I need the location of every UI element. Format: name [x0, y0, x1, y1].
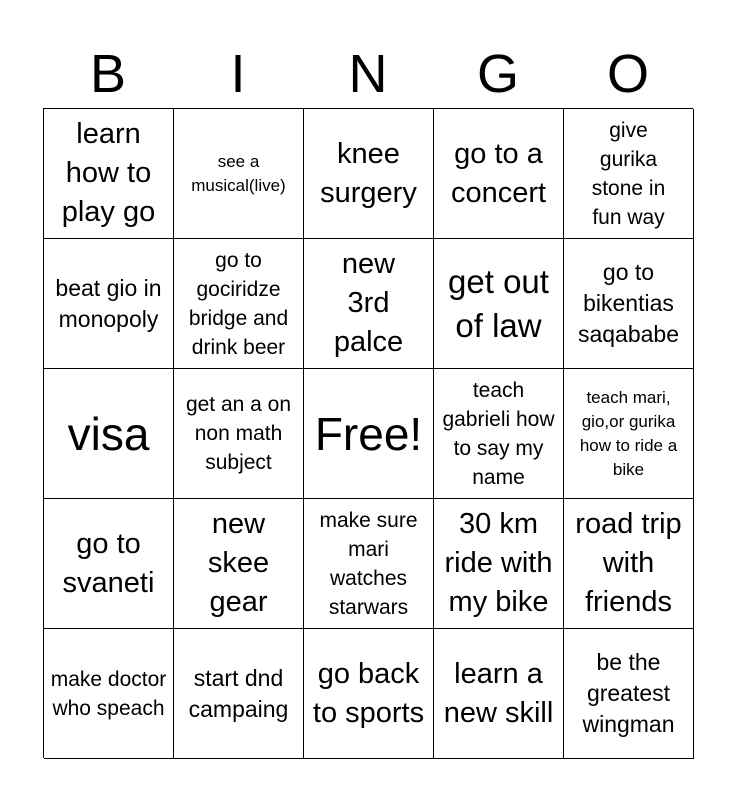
cell-text: be the greatest wingman [582, 649, 675, 737]
cell-text: new skee gear [207, 508, 270, 618]
bingo-cell[interactable] [564, 499, 694, 629]
bingo-cell[interactable] [174, 629, 304, 759]
bingo-cell[interactable] [304, 499, 434, 629]
cell-text: see a musical(live) [191, 151, 286, 195]
bingo-cell[interactable] [304, 109, 434, 239]
cell-text: go to a concert [450, 137, 547, 209]
free-space[interactable] [304, 369, 434, 499]
cell-text: make sure mari watches starwars [319, 508, 418, 619]
bingo-cell[interactable] [174, 369, 304, 499]
header-letter-g: G [476, 44, 519, 104]
cell-text: go to gociridze bridge and drink beer [188, 248, 289, 359]
bingo-cell[interactable] [304, 239, 434, 369]
cell-text: road trip with friends [575, 508, 682, 618]
cell-text: 30 km ride with my bike [444, 508, 553, 618]
header-letter-n: N [348, 44, 388, 104]
cell-text: teach mari, gio,or gurika how to ride a bike [579, 387, 678, 479]
bingo-cell[interactable] [44, 239, 174, 369]
bingo-cell[interactable] [44, 109, 174, 239]
bingo-header [43, 40, 693, 108]
bingo-cell[interactable] [44, 369, 174, 499]
cell-text: learn a new skill [443, 657, 554, 729]
bingo-cell[interactable] [434, 239, 564, 369]
bingo-cell[interactable] [174, 239, 304, 369]
cell-text: go back to sports [312, 657, 425, 729]
bingo-cell[interactable] [564, 369, 694, 499]
cell-text: make doctor who speach [50, 667, 167, 720]
bingo-grid [43, 108, 693, 758]
cell-text: get an a on non math subject [185, 393, 292, 474]
cell-text: give gurika stone in fun way [591, 118, 666, 229]
header-letter-i: I [230, 44, 246, 104]
bingo-cell[interactable] [434, 369, 564, 499]
bingo-cell[interactable] [564, 629, 694, 759]
bingo-cell[interactable] [304, 629, 434, 759]
bingo-cell[interactable] [434, 499, 564, 629]
cell-text: Free! [314, 407, 423, 460]
bingo-cell[interactable] [44, 499, 174, 629]
bingo-cell[interactable] [564, 239, 694, 369]
bingo-cell[interactable] [434, 109, 564, 239]
cell-text: start dnd campaing [188, 664, 289, 722]
cell-text: get out of law [448, 262, 549, 344]
bingo-cell[interactable] [44, 629, 174, 759]
header-letter-b: B [89, 44, 127, 104]
cell-text: visa [67, 407, 150, 460]
cell-text: new 3rd palce [333, 248, 404, 358]
cell-text: knee surgery [320, 137, 417, 209]
cell-text: learn how to play go [61, 118, 156, 228]
cell-text: go to svaneti [62, 527, 155, 599]
cell-text: teach gabrieli how to say my name [442, 378, 555, 489]
cell-text: go to bikentias saqababe [577, 259, 680, 347]
cell-text: beat gio in monopoly [55, 274, 162, 332]
bingo-cell[interactable] [174, 109, 304, 239]
bingo-cell[interactable] [434, 629, 564, 759]
bingo-cell[interactable] [174, 499, 304, 629]
header-letter-o: O [606, 44, 649, 104]
bingo-cell[interactable] [564, 109, 694, 239]
